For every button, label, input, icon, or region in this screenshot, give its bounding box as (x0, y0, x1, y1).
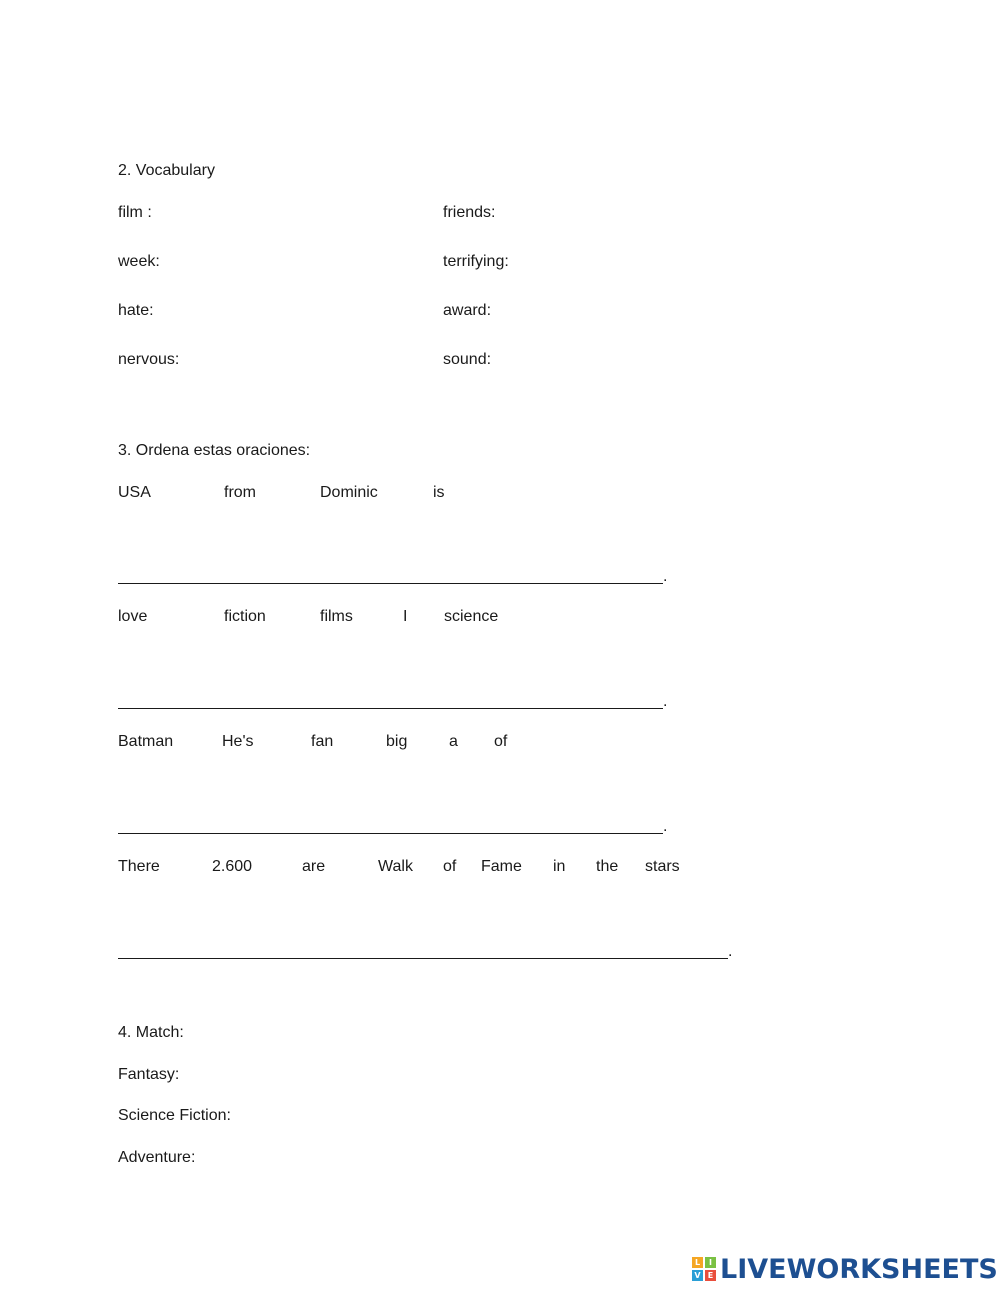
sentence-3-word: fan (311, 733, 334, 750)
sentence-3-word: big (386, 733, 408, 750)
vocab-item-sound: sound: (443, 351, 492, 368)
answer-line-1-period: . (663, 568, 668, 585)
answer-line-4[interactable] (118, 958, 728, 959)
sentence-4-word: 2.600 (212, 858, 253, 875)
match-item-fantasy: Fantasy: (118, 1066, 180, 1083)
sentence-3-word: of (494, 733, 508, 750)
section-4-heading: 4. Match: (118, 1024, 184, 1041)
logo-block: L (692, 1257, 703, 1268)
section-2-heading: 2. Vocabulary (118, 162, 215, 179)
sentence-1-word: from (224, 484, 256, 501)
sentence-4-word: the (596, 858, 619, 875)
sentence-2-word: love (118, 608, 148, 625)
answer-line-2-period: . (663, 693, 668, 710)
vocab-item-week: week: (118, 253, 160, 270)
logo-text: LIVEWORKSHEETS (720, 1253, 998, 1285)
logo-block: V (692, 1270, 703, 1281)
vocab-item-hate: hate: (118, 302, 154, 319)
vocab-item-nervous: nervous: (118, 351, 180, 368)
logo-block: E (705, 1270, 716, 1281)
sentence-1-word: Dominic (320, 484, 378, 501)
sentence-2-word: science (444, 608, 499, 625)
logo-blocks-icon (692, 1257, 716, 1281)
liveworksheets-logo (692, 1255, 998, 1283)
sentence-4-word: of (443, 858, 457, 875)
sentence-2-word: fiction (224, 608, 266, 625)
sentence-1-word: is (433, 484, 445, 501)
sentence-4-word: There (118, 858, 160, 875)
sentence-2-word: films (320, 608, 353, 625)
answer-line-3[interactable] (118, 833, 663, 834)
sentence-2-word: I (403, 608, 408, 625)
sentence-4-word: Walk (378, 858, 413, 875)
sentence-4-word: stars (645, 858, 680, 875)
sentence-4-word: Fame (481, 858, 522, 875)
sentence-4-word: in (553, 858, 566, 875)
vocab-item-film: film : (118, 204, 152, 221)
answer-line-4-period: . (728, 943, 733, 960)
sentence-3-word: Batman (118, 733, 174, 750)
section-3-heading: 3. Ordena estas oraciones: (118, 442, 311, 459)
answer-line-1[interactable] (118, 583, 663, 584)
match-item-adventure: Adventure: (118, 1149, 196, 1166)
vocab-item-award: award: (443, 302, 492, 319)
sentence-3-word: a (449, 733, 458, 750)
sentence-1-word: USA (118, 484, 151, 501)
sentence-3-word: He's (222, 733, 254, 750)
match-item-science-fiction: Science Fiction: (118, 1107, 231, 1124)
vocab-item-friends: friends: (443, 204, 496, 221)
answer-line-3-period: . (663, 818, 668, 835)
vocab-item-terrifying: terrifying: (443, 253, 509, 270)
sentence-4-word: are (302, 858, 326, 875)
answer-line-2[interactable] (118, 708, 663, 709)
logo-block: I (705, 1257, 716, 1268)
